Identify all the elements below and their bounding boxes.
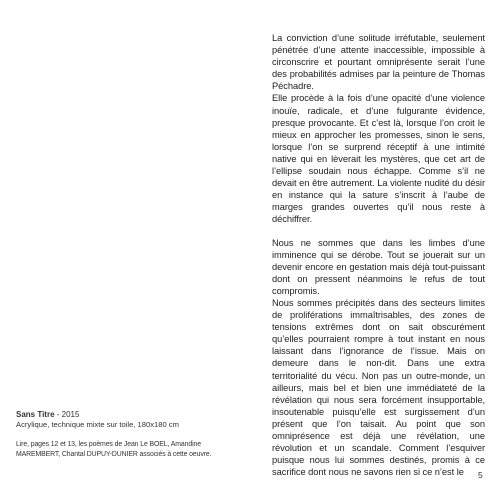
paragraph-1: La conviction d’une solitude irréfutable, seulement pénétrée d’une attente inaccessible, impossible à circonscrire et pourtant omniprésente serait l’une des probabilités admises par la peinture de Thomas Péchadre. [272,33,485,92]
page-number: 5 [478,470,483,480]
artwork-medium: Acrylique, technique mixte sur toile, 180x180 cm [16,420,179,430]
artwork-caption [16,410,246,459]
artwork-title: Sans Titre [16,410,55,419]
artwork-title-line [16,410,246,420]
paragraph-2: Elle procède à la fois d’une opacité d’une violence inouïe, radicale, et d’une fulgurante évidence, presque provocante. Et c’est là, lorsque l’on croit le mieux en approcher les promesses, sinon le sens, lorsque l’on se surprend réceptif à une intimité native qui en lèverait les mystères, que cet art de l’ellipse soudain nous échappe. Comme s’il ne devait en être autrement. La violente nudité du désir en instance qui la sature s’inscrit à l’aube de marges grandes ouvertes qu’il nous reste à déchiffrer. [272,93,485,225]
artwork-credits: Lire, pages 12 et 13, les poèmes de Jean Le BOEL, Amandine MAREMBERT, Chantal DUPUY-DUNIER associés à cette oeuvre. [16,441,212,458]
artwork-year: - 2015 [54,410,80,419]
paragraph-3: Nous ne sommes que dans les limbes d’une imminence qui se dérobe. Tout se jouerait sur un devenir encore en gestation mais déjà tout-puissant dont on pressent néanmoins le refus de tout compromis. [272,237,485,296]
paragraph-4: Nous sommes précipités dans des secteurs limites de proliférations immaîtrisables, des zones de tensions extrêmes dont on sait obscurément qu’elles pourraient rompre à tout instant en nous laissant dans l’ignorance de l’issue. Mais on demeure dans le non-dit. Dans une extra territorialité du vécu. Non pas un outre-monde, un ailleurs, mais bel et bien une immédiateté de la révélation qui nous sera forcément insupportable, insoutenable puisqu’elle est surgissement d’un présent que l’on taisait. Au point que son omniprésence est déjà une révélation, une révolution et un scandale. Comment l’esquiver puisque nous lui sommes destinés, promis à ce sacrifice dont nous ne savons rien si ce n’est le [272,297,485,478]
essay-text [272,32,485,478]
